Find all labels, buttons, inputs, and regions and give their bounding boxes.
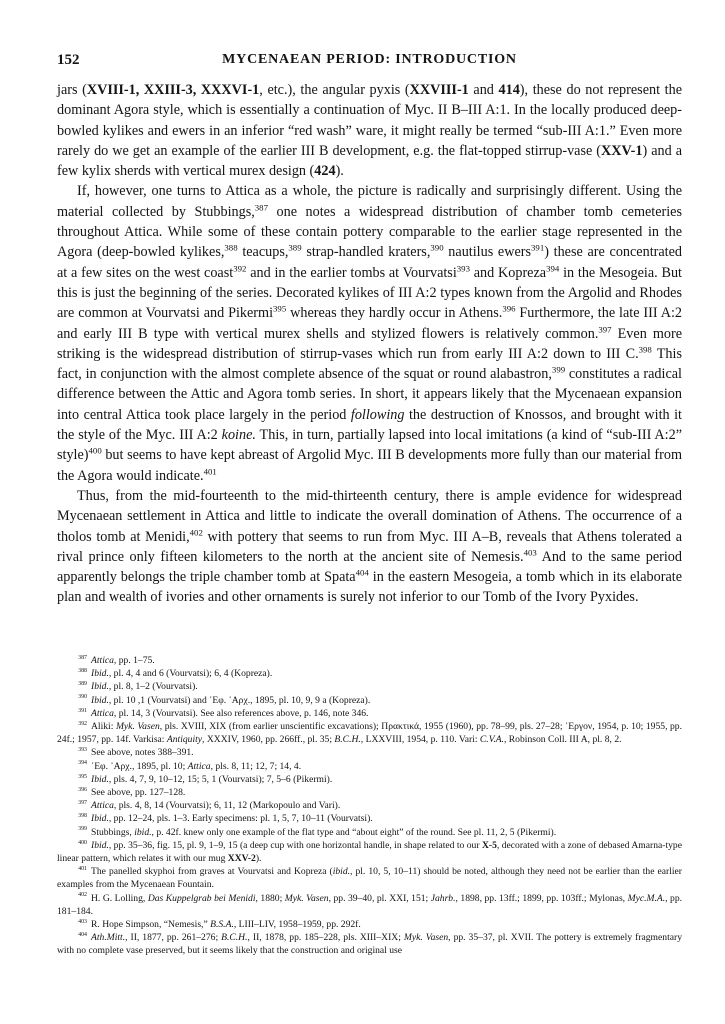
- footnote: $^{403}$ R. Hope Simpson, “Nemesis,” B.S.A., LIII–LIV, 1958–1959, pp. 292f.: [78, 918, 361, 931]
- footnote-ref: 401: [203, 465, 217, 476]
- footnote-ref: 398: [638, 344, 652, 355]
- text-run: H. G. Lolling,: [91, 892, 148, 904]
- italic-text: ibid.: [332, 866, 351, 878]
- text-run: but seems to have kept abreast of Argolid Myc. III B developments more fully than our material from the Agora would indicate.: [57, 447, 682, 484]
- italic-text: Myk. Vasen: [403, 932, 449, 944]
- text-run: nautilus ewers: [443, 244, 532, 261]
- footnote-ref: 388: [224, 242, 238, 253]
- footnotes: [57, 654, 682, 958]
- text-run: ), these do not represent the dominant Agora style, which is essentially a continuation of Myc. II B–III A:1. In the locally produced deep-bowled kylikes and ewers in an inferior “red wash” ware, it might really be termed “sub-III A:1.” Even more rarely do we get an example of the earlier III B development, e.g. the flat-topped stirrup-vase (: [57, 82, 682, 159]
- plate-reference: 424: [314, 163, 336, 180]
- text-run: , p. 42f. knew only one example of the flat type and “about eight” of the round. See pl. 11, 2, 5 (Pikermi).: [151, 826, 557, 838]
- text-run: ) these are concentrated at a few sites on the west coast: [57, 244, 682, 281]
- footnote: $^{393}$ See above, notes 388–391.: [78, 747, 194, 759]
- italic-text: Attica: [91, 655, 114, 666]
- text-run: , II, 1878, pp. 185–228, pls. XIII–XIX;: [247, 932, 404, 944]
- text-run: , decorated with a zone of debased Amarna-type linear pattern, which relates it with our mug: [57, 839, 682, 865]
- footnote: $^{404}$ Ath.Mitt., II, 1877, pp. 261–276; B.C.H., II, 1878, pp. 185–228, pls. XIII–XIX; Myk. Vasen, pp. 35–37, pl. XVII. The pottery is extremely fragmentary with no complete vase preserved, but it seems likely that the construction and original use: [57, 932, 682, 957]
- text-run: Stubbings,: [91, 826, 135, 838]
- footnote: $^{390}$ Ibid., pl. 10 ,1 (Vourvatsi) and ᾿Eφ. ᾿Aρχ., 1895, pl. 10, 9, 9 a (Kopreza).: [78, 694, 371, 706]
- footnote-ref: 400: [88, 445, 102, 456]
- text-run: , etc.), the angular pyxis (: [259, 82, 410, 98]
- footnote: $^{396}$ See above, pp. 127–128.: [78, 786, 186, 799]
- page-header: [57, 52, 682, 70]
- footnote: $^{391}$ Attica, pl. 14, 3 (Vourvatsi). See also references above, p. 146, note 346.: [78, 707, 369, 719]
- text-run: , pl. 4, 4 and 6 (Vourvatsi); 6, 4 (Kopreza).: [108, 668, 273, 680]
- text-run: , Robinson Coll. III A, pl. 8, 2.: [503, 734, 622, 746]
- plate-reference: XXVIII-1: [409, 82, 469, 98]
- italic-text: C.V.A.: [479, 734, 504, 746]
- italic-text: Attica: [91, 800, 114, 812]
- text-run: , 1880;: [255, 892, 285, 904]
- text-run: See above, pp. 127–128.: [91, 787, 186, 799]
- footnote-ref: 404: [355, 567, 369, 578]
- footnote-ref: 397: [598, 323, 612, 334]
- italic-text: Myc.M.A.: [627, 892, 666, 904]
- plate-reference: 414: [498, 82, 520, 98]
- page-number: 152: [57, 52, 80, 68]
- italic-text: Myk. Vasen: [284, 892, 329, 904]
- text-run: , pls. 4, 7, 9, 10–12, 15; 5, 1 (Vourvatsi); 7, 5–6 (Pikermi).: [108, 773, 333, 785]
- body-paragraph: [57, 80, 682, 181]
- italic-text: Jahrb.: [430, 892, 456, 904]
- text-run: one notes a widespread distribution of chamber tomb cemeteries throughout Attica. While some of these contain pottery comparable to the earlier stage represented in the Agora (deep-bowled kylikes,: [57, 203, 682, 261]
- italic-text: Attica: [91, 707, 114, 719]
- italic-text: Ibid.: [91, 694, 109, 706]
- text-run: and Kopreza: [469, 264, 547, 281]
- text-run: , LIII–LIV, 1958–1959, pp. 292f.: [233, 919, 361, 931]
- text-run: ) and a few kylix sherds with vertical murex design (: [57, 142, 682, 180]
- text-run: and: [468, 82, 499, 98]
- footnote-ref: 395: [273, 303, 287, 314]
- footnote: $^{400}$ Ibid., pp. 35–36, fig. 15, pl. 9, 1–9, 15 (a deep cup with one horizontal handle, in shape related to our X-5, decorated with a zone of debased Amarna-type linear pattern, which relates it with our mug XXV-2).: [57, 839, 682, 865]
- footnote-ref: 396: [502, 303, 516, 314]
- footnote: $^{392}$ Aliki: Myk. Vasen, pls. XVIII, XIX (from earlier unscientific excavations); Πρακτικά, 1955 (1960), pp. 78–99, pls. 27–28; ᾿Eργον, 1954, p. 10; 1955, pp. 24f.; 1957, pp. 14f. Varkisa: Antiquity, XXXIV, 1960, pp. 266ff., pl. 35; B.C.H., LXXVIII, 1954, p. 110. Vari: C.V.A., Robinson Coll. III A, pl. 8, 2.: [57, 720, 683, 746]
- text-run: , pp. 35–36, fig. 15, pl. 9, 1–9, 15 (a deep cup with one horizontal handle, in shape related to our: [108, 839, 482, 851]
- text-run: If, however, one turns to Attica as a whole, the picture is radically and surprisingly different. Using the material collected by Stubbings,: [57, 183, 682, 220]
- text-run: And to the same period apparently belongs the triple chamber tomb at Spata: [57, 548, 682, 586]
- running-title: MYCENAEAN PERIOD: INTRODUCTION: [222, 52, 517, 67]
- italic-text: Myk. Vasen: [115, 721, 160, 733]
- text-run: , pl. 10, 5, 10–11) should be noted, although they need not be earlier than the earlier examples from the Mycenaean Fountain.: [57, 866, 682, 891]
- text-run: , pp. 35–37, pl. XVII. The pottery is extremely fragmentary with no complete vase preserved, but it seems likely that the construction and original use: [57, 932, 682, 957]
- text-run: , pls. XVIII, XIX (from earlier unscientific excavations); Πρακτικά, 1955 (1960), pp. 78–99, pls. 27–28; ᾿Eργον, 1954, p. 10; 1955, pp. 24f.; 1957, pp. 14f. Varkisa:: [57, 721, 683, 746]
- text-run: , pp. 181–184.: [57, 892, 683, 917]
- italic-text: Ibid.: [91, 681, 109, 693]
- italic-text: Ibid.: [91, 668, 109, 680]
- text-run: and in the earlier tombs at Vourvatsi: [246, 264, 457, 281]
- footnote-ref: 387: [254, 202, 268, 213]
- italic-text: Das Kuppelgrab bei Menidi: [147, 892, 256, 904]
- footnote-ref: 392: [233, 262, 247, 273]
- footnote-ref: 402: [189, 526, 203, 537]
- text-run: jars (: [57, 82, 87, 98]
- italic-text: B.S.A.: [210, 919, 234, 931]
- body-paragraph: [57, 486, 682, 608]
- footnote-ref: 403: [523, 547, 537, 558]
- footnote: $^{402}$ H. G. Lolling, Das Kuppelgrab bei Menidi, 1880; Myk. Vasen, pp. 39–40, pl. XXI, 151; Jahrb., 1898, pp. 13ff.; 1899, pp. 103ff.; Mylonas, Myc.M.A., pp. 181–184.: [57, 892, 683, 917]
- footnote-ref: 390: [430, 242, 444, 253]
- text-run: , pl. 8, 1–2 (Vourvatsi).: [108, 681, 198, 693]
- italic-text: Ath.Mitt.: [91, 932, 126, 944]
- text-run: Even more striking is the widespread distribution of stirrup-vases which run from early III A:2 down to III C.: [57, 325, 682, 362]
- text-run: constitutes a radical difference between the Attic and Agora tomb series. In short, it appears likely that the Mycenaean expansion into central Attica took place largely in the period: [57, 366, 682, 423]
- body-paragraph: [57, 181, 682, 485]
- footnote-ref: 391: [531, 242, 545, 253]
- plate-reference: XVIII-1, XXIII-3, XXXVI-1: [86, 82, 260, 98]
- footnote-ref: 399: [551, 364, 566, 375]
- text-run: in the eastern Mesogeia, a tomb which in its elaborate plan and wealth of ivories and other ornaments is surely not inferior to our Tomb of the Ivory Pyxides.: [57, 569, 682, 606]
- text-run: , LXXVIII, 1954, p. 110. Vari:: [360, 734, 480, 746]
- footnote: $^{395}$ Ibid., pls. 4, 7, 9, 10–12, 15; 5, 1 (Vourvatsi); 7, 5–6 (Pikermi).: [78, 773, 333, 785]
- italic-text: Attica: [187, 760, 211, 772]
- text-run: This fact, in conjunction with the almost complete absence of the squat or round alabastron,: [57, 345, 682, 383]
- italic-text: Ibid.: [91, 839, 109, 851]
- footnote-ref: 389: [288, 242, 302, 253]
- text-run: , pl. 14, 3 (Vourvatsi). See also references above, p. 146, note 346.: [113, 707, 369, 719]
- text-run: whereas they hardly occur in Athens.: [286, 305, 503, 322]
- text-run: the destruction of Knossos, and brought with it the style of the Myc. III A:2: [57, 406, 682, 444]
- text-run: , II, 1877, pp. 261–276;: [125, 932, 222, 944]
- plate-reference: X-5: [481, 839, 497, 851]
- italic-text: ibid.: [134, 826, 152, 838]
- text-run: See above, notes 388–391.: [91, 747, 194, 759]
- text-run: , pp. 39–40, pl. XXI, 151;: [328, 892, 431, 904]
- text-run: , pp. 1–75.: [113, 655, 155, 666]
- footnote: $^{399}$ Stubbings, ibid., p. 42f. knew only one example of the flat type and “about eight” of the round. See pl. 11, 2, 5 (Pikermi).: [78, 826, 557, 838]
- footnote: $^{401}$ The panelled skyphoi from graves at Vourvatsi and Kopreza (ibid., pl. 10, 5, 10–11) should be noted, although they need not be earlier than the earlier examples from the Mycenaean Fountain.: [57, 866, 682, 891]
- footnote-ref: 394: [546, 262, 560, 273]
- text-run: , pls. 8, 11; 12, 7; 14, 4.: [210, 760, 302, 772]
- footnote: $^{397}$ Attica, pls. 4, 8, 14 (Vourvatsi); 6, 11, 12 (Markopoulo and Vari).: [78, 800, 341, 812]
- text-run: ).: [255, 853, 262, 865]
- text-run: in the Mesogeia. But this is just the beginning of the series. Decorated kylikes of III A:2 types known from the Argolid and Rhodes are common at Vourvatsi and Pikermi: [57, 264, 682, 322]
- text-run: Aliki:: [91, 721, 116, 733]
- italic-text: koine.: [221, 427, 256, 444]
- footnote: $^{388}$ Ibid., pl. 4, 4 and 6 (Vourvatsi); 6, 4 (Kopreza).: [78, 668, 273, 680]
- text-run: , XXXIV, 1960, pp. 266ff., pl. 35;: [202, 734, 335, 746]
- italic-text: Ibid.: [91, 813, 109, 825]
- text-run: , pls. 4, 8, 14 (Vourvatsi); 6, 11, 12 (Markopoulo and Vari).: [113, 800, 341, 812]
- footnote: $^{387}$ Attica, pp. 1–75.: [78, 654, 155, 666]
- text-run: , pp. 12–24, pls. 1–3. Early specimens: pl. 1, 5, 7, 10–11 (Vourvatsi).: [108, 813, 373, 825]
- italic-text: Antiquity: [166, 734, 203, 746]
- italic-text: Ibid.: [91, 773, 109, 785]
- text-run: The panelled skyphoi from graves at Vourvatsi and Kopreza (: [91, 866, 333, 878]
- text-run: teacups,: [237, 244, 289, 261]
- italic-text: B.C.H.: [221, 932, 248, 944]
- text-run: Furthermore, the late III A:2 and early III B type with vertical murex shells and stylized flowers is relatively common.: [57, 305, 682, 342]
- footnote: $^{394}$ ᾿Eφ. ᾿Aρχ., 1895, pl. 10; Attica, pls. 8, 11; 12, 7; 14, 4.: [78, 760, 302, 772]
- text-run: strap-handled kraters,: [301, 244, 431, 261]
- italic-text: following: [350, 406, 405, 423]
- text-run: Thus, from the mid-fourteenth to the mid-thirteenth century, there is ample evidence for widespread Mycenaean settlement in Attica and little to indicate the overall domination of Athens. The occurrence of a tholos tomb at Menidi,: [57, 487, 682, 545]
- text-run: ᾿Eφ. ᾿Aρχ., 1895, pl. 10;: [91, 760, 188, 772]
- text-run: ).: [335, 163, 344, 180]
- footnote: $^{389}$ Ibid., pl. 8, 1–2 (Vourvatsi).: [78, 681, 198, 693]
- footnote-ref: 393: [456, 262, 470, 273]
- text-run: with pottery that seems to run from Myc. III A–B, reveals that Athens tolerated a rival prince only fifteen kilometers to the north at the ancient site of Nemesis.: [57, 528, 682, 565]
- plate-reference: XXV-2: [227, 853, 256, 865]
- text-run: This, in turn, partially lapsed into local imitations (a kind of “sub-III A:2” style): [57, 427, 682, 464]
- text-run: R. Hope Simpson, “Nemesis,”: [91, 919, 211, 931]
- body-text: [57, 80, 682, 608]
- text-run: , 1898, pp. 13ff.; 1899, pp. 103ff.; Mylonas,: [455, 892, 628, 904]
- italic-text: B.C.H.: [334, 734, 361, 746]
- plate-reference: XXV-1: [601, 142, 643, 159]
- text-run: , pl. 10 ,1 (Vourvatsi) and ᾿Eφ. ᾿Aρχ., 1895, pl. 10, 9, 9 a (Kopreza).: [108, 694, 371, 706]
- footnote: $^{398}$ Ibid., pp. 12–24, pls. 1–3. Early specimens: pl. 1, 5, 7, 10–11 (Vourvatsi).: [78, 813, 373, 825]
